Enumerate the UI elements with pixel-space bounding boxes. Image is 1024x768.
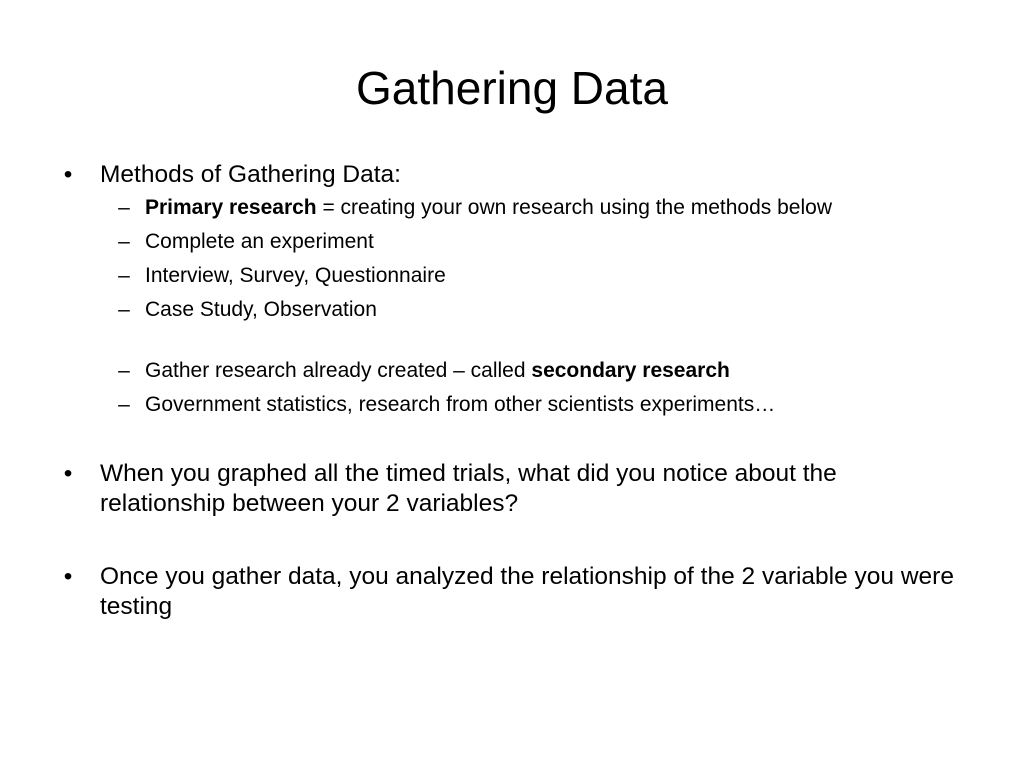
bullet-marker: • (63, 563, 73, 590)
sub-item-experiment (58, 228, 958, 255)
bullet-marker: • (63, 460, 73, 487)
sub-item-case-study (58, 296, 958, 323)
sub-marker: – (118, 393, 130, 416)
bullet-text: Once you gather data, you analyzed the relationship of the 2 variable you were testing (100, 563, 954, 620)
slide-content (58, 160, 958, 622)
bold-term-primary-research: Primary research (145, 196, 317, 219)
slide-title: Gathering Data (356, 62, 668, 114)
bullet-text: When you graphed all the timed trials, what did you notice about the relationship between your 2 variables? (100, 460, 837, 517)
bullet-methods (58, 160, 958, 190)
sub-marker: – (118, 298, 130, 321)
bullet-graph-question (58, 459, 958, 519)
sub-item-government-statistics (58, 391, 958, 418)
bold-term-secondary-research: secondary research (531, 359, 730, 382)
bullet-text: Methods of Gathering Data: (100, 161, 401, 188)
sub-item-text: Government statistics, research from other scientists experiments… (145, 393, 776, 416)
sub-item-secondary-research (58, 357, 958, 384)
sub-item-text: Interview, Survey, Questionnaire (145, 264, 446, 287)
sub-marker: – (118, 359, 130, 382)
bullet-analysis (58, 562, 958, 622)
sub-marker: – (118, 196, 130, 219)
sub-item-text: Case Study, Observation (145, 298, 377, 321)
sub-item-text: = creating your own research using the methods below (316, 196, 832, 219)
sub-item-text: Complete an experiment (145, 230, 374, 253)
sub-marker: – (118, 230, 130, 253)
sub-item-primary-research (58, 194, 958, 221)
bullet-marker: • (63, 161, 73, 188)
sub-marker: – (118, 264, 130, 287)
sub-item-interview (58, 262, 958, 289)
sub-item-text: Gather research already created – called (145, 359, 532, 382)
